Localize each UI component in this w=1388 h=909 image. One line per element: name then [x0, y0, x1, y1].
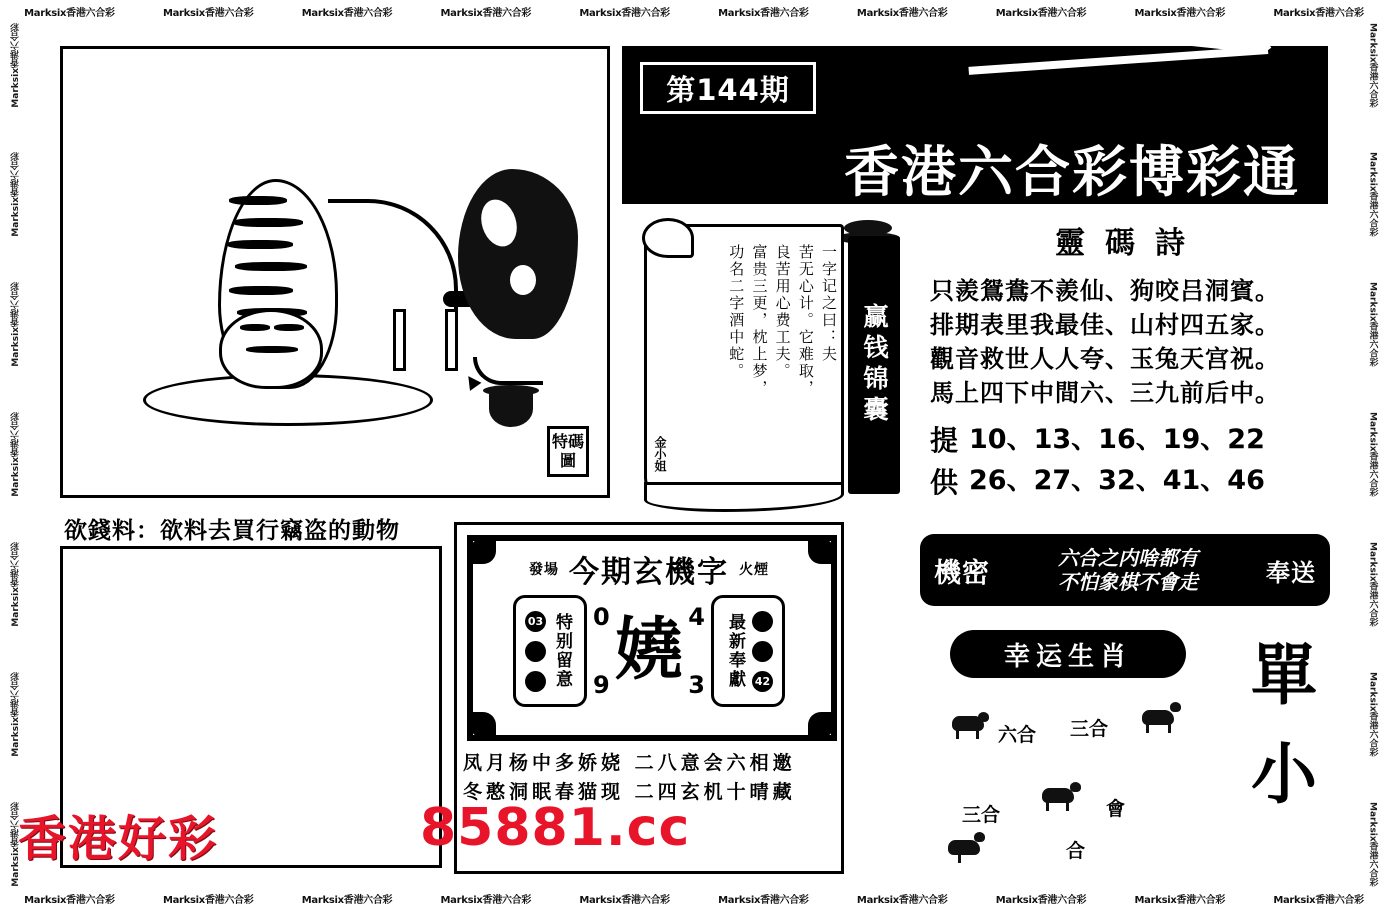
poem-line: 只羨鴛鴦不羨仙、狗咬吕洞賓。 — [930, 277, 1280, 305]
rock-shape — [458, 169, 578, 339]
secret-gift-label: 奉送 — [1266, 558, 1316, 587]
secret-label: 機密 — [934, 557, 990, 589]
corner-number-bottom-right: 3 — [688, 671, 705, 699]
header-title: 今期玄機字 — [569, 555, 729, 590]
watermark-text: Marksix香港六合彩 — [995, 7, 1087, 19]
watermark-text: Marksix香港六合彩 — [301, 7, 393, 19]
watermark-text: Marksix香港六合彩 — [10, 671, 21, 757]
bamboo-stick — [445, 309, 458, 371]
watermark-text: Marksix香港六合彩 — [1367, 282, 1378, 367]
watermark-text: Marksix香港六合彩 — [10, 22, 21, 108]
watermark-text: Marksix香港六合彩 — [162, 7, 254, 19]
scroll-verse-column: 良苦用心费工夫。 — [773, 244, 792, 380]
header-left-label: 發場 — [529, 562, 559, 578]
badge-dot — [752, 641, 773, 662]
secret-slogan-line: 六合之内啥都有 — [1058, 545, 1198, 570]
odd-small-indicator — [1236, 626, 1332, 824]
corner-number-top-right: 4 — [688, 603, 705, 631]
scroll-verse-column: 富贵三更，枕上梦， — [750, 244, 769, 397]
site-overlay-text: 85881.cc — [420, 798, 691, 858]
corner-number-bottom-left: 9 — [593, 671, 610, 699]
horse-icon — [1138, 702, 1180, 732]
watermark-text: Marksix香港六合彩 — [1134, 7, 1226, 19]
watermark-text: Marksix香港六合彩 — [579, 894, 670, 906]
headline-banner — [622, 46, 1328, 204]
zodiac-cluster — [920, 682, 1220, 862]
badge-dot: 03 — [525, 611, 546, 632]
watermark-text: Marksix香港六合彩 — [24, 7, 115, 19]
issue-number-box — [640, 62, 816, 114]
poem-line: 馬上四下中間六、三九前后中。 — [930, 379, 1280, 408]
issue-number: 第144期 — [666, 72, 790, 107]
scroll-curl-bottom — [644, 482, 844, 512]
rock-highlight — [475, 195, 522, 251]
mystic-character: 嬈 — [614, 611, 683, 690]
secret-banner — [920, 534, 1330, 606]
badge-dot — [752, 611, 773, 632]
pot-icon — [483, 379, 539, 427]
watermark-text: Marksix香港六合彩 — [1273, 894, 1364, 906]
supply-number-row: 26、27、32、41、46 — [969, 464, 1265, 496]
badge-dot — [525, 671, 546, 692]
lucky-zodiac-badge — [950, 630, 1186, 678]
badge-dots — [525, 611, 546, 692]
watermark-strip-top — [0, 0, 1388, 22]
poem-title: 靈碼詩 — [1055, 226, 1205, 261]
zodiac-text: 會 — [1106, 798, 1126, 820]
banner-title: 香港六合彩博彩通 — [844, 140, 1301, 204]
badge-dot: 42 — [752, 671, 773, 692]
mystic-character-group — [593, 603, 705, 699]
badge-label: 最新奉獻 — [725, 613, 745, 689]
watermark-text: Marksix香港六合彩 — [440, 894, 532, 906]
watermark-text: Marksix香港六合彩 — [1367, 152, 1378, 238]
watermark-strip-left — [0, 0, 30, 909]
zodiac-text: 合 — [1066, 840, 1086, 862]
watermark-text: Marksix香港六合彩 — [10, 801, 21, 887]
rabbit-icon — [948, 708, 990, 738]
scroll-spine-label: 赢钱锦囊 — [860, 303, 889, 427]
zodiac-text: 三合 — [1070, 718, 1109, 740]
watermark-text: Marksix香港六合彩 — [1367, 541, 1378, 627]
watermark-text: Marksix香港六合彩 — [301, 894, 393, 906]
brand-overlay-text: 香港好彩 — [18, 811, 219, 867]
poster-page — [30, 22, 1358, 887]
watermark-text: Marksix香港六合彩 — [579, 7, 670, 19]
watermark-text: Marksix香港六合彩 — [1134, 894, 1226, 906]
header-right-label: 火煙 — [739, 562, 769, 578]
scroll-signature: 金小姐 — [653, 436, 667, 472]
watermark-text: Marksix香港六合彩 — [718, 894, 809, 906]
supply-labels — [930, 420, 959, 504]
special-attention-badge — [513, 595, 587, 707]
watermark-text: Marksix香港六合彩 — [10, 412, 21, 497]
scroll-spine — [848, 236, 900, 494]
verse-line: 冬憨洞眠春猫现 二四玄机十晴藏 — [463, 780, 796, 803]
lucky-zodiac-label: 幸运生肖 — [1003, 641, 1132, 672]
watermark-text: Marksix香港六合彩 — [10, 282, 21, 367]
mystic-word-body — [457, 591, 841, 711]
supply-label: 提 — [930, 424, 960, 458]
badge-label: 特别留意 — [552, 613, 572, 689]
watermark-text: Marksix香港六合彩 — [1367, 412, 1378, 497]
tiger-head — [219, 309, 323, 389]
small-label: 小 — [1251, 736, 1317, 813]
badge-dot — [525, 641, 546, 662]
scroll-verse — [656, 244, 838, 472]
rooster-icon — [944, 832, 986, 862]
watermark-text: Marksix香港六合彩 — [24, 894, 115, 906]
scroll-verse-column: 苦无心计。它难取， — [796, 244, 815, 397]
badge-dots — [752, 611, 773, 692]
supply-numbers-block — [930, 420, 1330, 504]
watermark-strip-bottom — [0, 887, 1388, 909]
rock-highlight — [510, 265, 536, 295]
watermark-text: Marksix香港六合彩 — [856, 7, 948, 19]
watermark-text: Marksix香港六合彩 — [995, 894, 1087, 906]
poem-section — [930, 218, 1330, 504]
watermark-text: Marksix香港六合彩 — [1367, 801, 1378, 887]
fortune-scroll — [630, 218, 920, 508]
secret-slogan-line: 不怕象棋不會走 — [1058, 570, 1198, 594]
watermark-text: Marksix香港六合彩 — [718, 7, 809, 19]
goat-icon — [1038, 780, 1080, 810]
money-tip-heading: 欲錢料：欲料去買行竊盗的動物 — [64, 518, 400, 544]
tiger-figure-icon — [123, 159, 453, 419]
tiger-tail — [328, 199, 458, 309]
secret-slogan — [990, 546, 1266, 595]
supply-number-row: 10、13、16、19、22 — [969, 424, 1265, 456]
special-code-label: 特碼圖 — [547, 426, 589, 477]
watermark-text: Marksix香港六合彩 — [10, 152, 21, 238]
watermark-text: Marksix香港六合彩 — [1367, 22, 1378, 108]
zodiac-text: 三合 — [962, 804, 1001, 826]
scroll-verse-column: 一字记之曰：夫 — [820, 244, 838, 363]
watermark-text: Marksix香港六合彩 — [440, 7, 532, 19]
supply-label: 供 — [930, 466, 960, 500]
odd-label: 單 — [1251, 637, 1317, 714]
poem-line: 排期表里我最佳、山村四五家。 — [930, 311, 1280, 340]
watermark-strip-right — [1358, 0, 1388, 909]
poem-line: 觀音救世人人夸、玉兔天宫祝。 — [930, 345, 1280, 374]
watermark-text: Marksix香港六合彩 — [856, 894, 948, 906]
corner-number-top-left: 0 — [593, 603, 610, 631]
watermark-text: Marksix香港六合彩 — [162, 894, 254, 906]
watermark-text: Marksix香港六合彩 — [1367, 671, 1378, 757]
newest-offering-badge — [711, 595, 785, 707]
scroll-verse-column: 功名二字酒中蛇。 — [727, 244, 746, 380]
verse-line: 凤月杨中多娇娆 二八意会六相邀 — [463, 752, 796, 774]
supply-number-rows — [969, 420, 1265, 504]
watermark-text: Marksix香港六合彩 — [1273, 7, 1364, 19]
watermark-text: Marksix香港六合彩 — [10, 541, 21, 627]
zodiac-text: 六合 — [998, 724, 1037, 746]
mystic-word-header — [457, 547, 841, 591]
bamboo-stick — [393, 309, 406, 371]
tiger-illustration-panel — [60, 46, 610, 498]
